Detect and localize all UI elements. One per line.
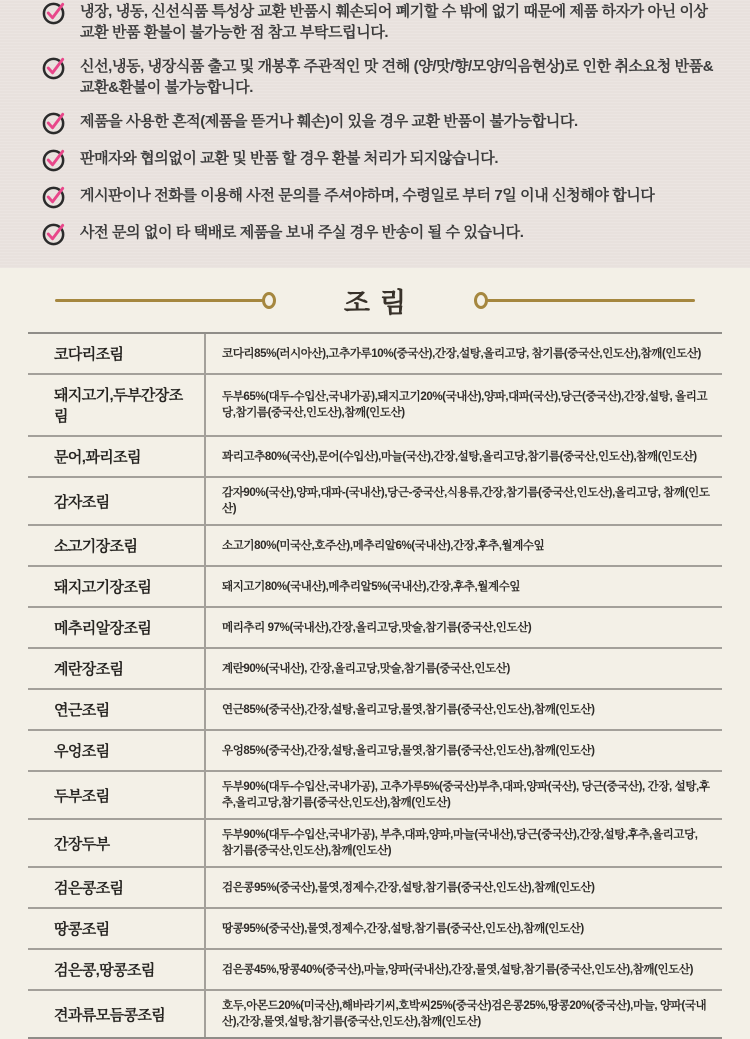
product-name-cell: 돼지고기장조림: [54, 579, 152, 596]
table-row: [28, 868, 722, 909]
ingredients-cell: 연근85%(중국산),간장,설탕,올리고당,물엿,참기름(중국산,인도산),참깨(인도산): [204, 690, 722, 729]
ingredients-cell: 꽈리고추80%(국산),문어(수입산),마늘(국산),간장,설탕,올리고당,참기름(중국산,인도산),참깨(인도산): [204, 437, 722, 476]
product-name-cell: 간장두부: [54, 835, 110, 853]
product-name-cell: 돼지고기,두부간장조림: [54, 387, 183, 425]
product-name-cell: 두부조림: [54, 787, 110, 805]
table-row: [28, 478, 722, 526]
gold-divider-line-left: [55, 299, 263, 302]
product-name-cell: 문어,꽈리조림: [54, 449, 141, 466]
notice-item: [42, 222, 722, 246]
check-circle-icon: [42, 55, 67, 80]
ingredients-cell: 돼지고기80%(국내산),메추리알5%(국내산),간장,후추,월계수잎: [204, 567, 722, 606]
notice-text: 게시판이나 전화를 이용해 사전 문의를 주셔야하며, 수령일로 부터 7일 이내 신청해야 합니다: [80, 187, 655, 204]
ingredients-cell: 두부65%(대두-수입산,국내가공),돼지고기20%(국내산),양파,대파(국산),당근(중국산),간장,설탕, 올리고당,참기름(중국산,인도산),참깨(인도산): [204, 375, 722, 435]
ingredients-cell: 두부90%(대두-수입산,국내가공), 부추,대파,양파,마늘(국내산),당근(중국산),간장,설탕,후추,올리고당, 참기름(중국산,인도산),참깨(인도산): [204, 820, 722, 866]
product-name-cell: 검은콩,땅콩조림: [54, 962, 155, 979]
table-row: [28, 820, 722, 868]
notice-item: [42, 111, 722, 135]
table-row: [28, 526, 722, 567]
product-name-cell: 감자조림: [54, 493, 110, 511]
table-row: [28, 375, 722, 437]
check-circle-icon: [42, 110, 67, 135]
table-row: [28, 731, 722, 772]
notice-item: [42, 148, 722, 172]
table-row: [28, 909, 722, 950]
product-name-cell: 견과류모듬콩조림: [54, 1006, 166, 1024]
notice-text: 사전 문의 없이 타 택배로 제품을 보내 주실 경우 반송이 될 수 있습니다.: [80, 224, 524, 241]
table-row: [28, 437, 722, 478]
section-title-band: [0, 268, 750, 332]
notice-text: 신선,냉동, 냉장식품 출고 및 개봉후 주관적인 맛 견해 (양/맛/향/모양/익음현상)로 인한 취소요청 반품&교환&환불이 불가능합니다.: [80, 58, 714, 96]
product-name-cell: 계란장조림: [54, 661, 124, 678]
ingredients-cell: 땅콩95%(중국산),물엿,정제수,간장,설탕,참기름(중국산,인도산),참깨(인도산): [204, 909, 722, 948]
ingredients-cell: 메리추리 97%(국내산),간장,올리고당,맛술,참기름(중국산,인도산): [204, 608, 722, 647]
check-circle-icon: [42, 147, 67, 172]
ingredients-cell: 검은콩95%(중국산),물엿,정제수,간장,설탕,참기름(중국산,인도산),참깨(인도산): [204, 868, 722, 907]
product-name-cell: 소고기장조림: [54, 538, 138, 555]
check-circle-icon: [42, 0, 67, 25]
product-name-cell: 땅콩조림: [54, 921, 110, 938]
ingredients-table: [28, 332, 722, 1039]
gold-ring-ornament: [262, 292, 276, 309]
check-circle-icon: [42, 221, 67, 246]
table-row: [28, 991, 722, 1039]
product-name-cell: 검은콩조림: [54, 880, 124, 897]
ingredients-cell: 감자90%(국산),양파,대파-(국내산),당근-중국산,식용류,간장,참기름(중국산,인도산),올리고당, 참깨(인도산): [204, 478, 722, 524]
ingredients-cell: 소고기80%(미국산,호주산),메추리알6%(국내산),간장,후추,월계수잎: [204, 526, 722, 565]
notice-item: [42, 1, 722, 43]
product-name-cell: 코다리조림: [54, 346, 124, 363]
product-name-cell: 메추리알장조림: [54, 620, 152, 637]
notice-text: 냉장, 냉동, 신선식품 특성상 교환 반품시 훼손되어 폐기할 수 밖에 없기 때문에 제품 하자가 아닌 이상 교환 반품 환불이 불가능한 점 참고 부탁드립니다.: [80, 3, 708, 41]
ingredients-cell: 호두,아몬드20%(미국산),해바라기씨,호박씨25%(중국산)검은콩25%,땅콩20%(중국산),마늘, 양파(국내산),간장,물엿,설탕,참기름(중국산,인도산),참깨(인도산): [204, 991, 722, 1037]
gold-divider-line-right: [487, 299, 695, 302]
product-name-cell: 연근조림: [54, 702, 110, 719]
table-row: [28, 608, 722, 649]
product-name-cell: 우엉조림: [54, 743, 110, 760]
table-row: [28, 772, 722, 820]
check-circle-icon: [42, 184, 67, 209]
ingredients-cell: 두부90%(대두-수입산,국내가공), 고추가루5%(중국산)부추,대파,양파(국산), 당근(중국산), 간장, 설탕,후추,올리고당,참기름(중국산,인도산),참깨(인도산): [204, 772, 722, 818]
ingredients-cell: 우엉85%(중국산),간장,설탕,올리고당,물엿,참기름(중국산,인도산),참깨(인도산): [204, 731, 722, 770]
ingredients-cell: 코다리85%(러시아산),고추가루10%(중국산),간장,설탕,올리고당, 참기름(중국산,인도산),참깨(인도산): [204, 334, 722, 373]
table-row: [28, 334, 722, 375]
table-row: [28, 950, 722, 991]
notice-text: 제품을 사용한 흔적(제품을 뜯거나 훼손)이 있을 경우 교환 반품이 불가능합니다.: [80, 113, 578, 130]
notice-item: [42, 56, 722, 98]
return-policy-notices: [0, 0, 750, 268]
gold-ring-ornament: [474, 292, 488, 309]
section-title: 조림: [343, 287, 417, 318]
ingredients-cell: 검은콩45%,땅콩40%(중국산),마늘,양파(국내산),간장,물엿,설탕,참기름(중국산,인도산),참깨(인도산): [204, 950, 722, 989]
table-row: [28, 649, 722, 690]
table-row: [28, 567, 722, 608]
notice-item: [42, 185, 722, 209]
table-row: [28, 690, 722, 731]
notice-text: 판매자와 협의없이 교환 및 반품 할 경우 환불 처리가 되지않습니다.: [80, 150, 499, 167]
ingredients-cell: 계란90%(국내산), 간장,올리고당,맛술,참기름(중국산,인도산): [204, 649, 722, 688]
